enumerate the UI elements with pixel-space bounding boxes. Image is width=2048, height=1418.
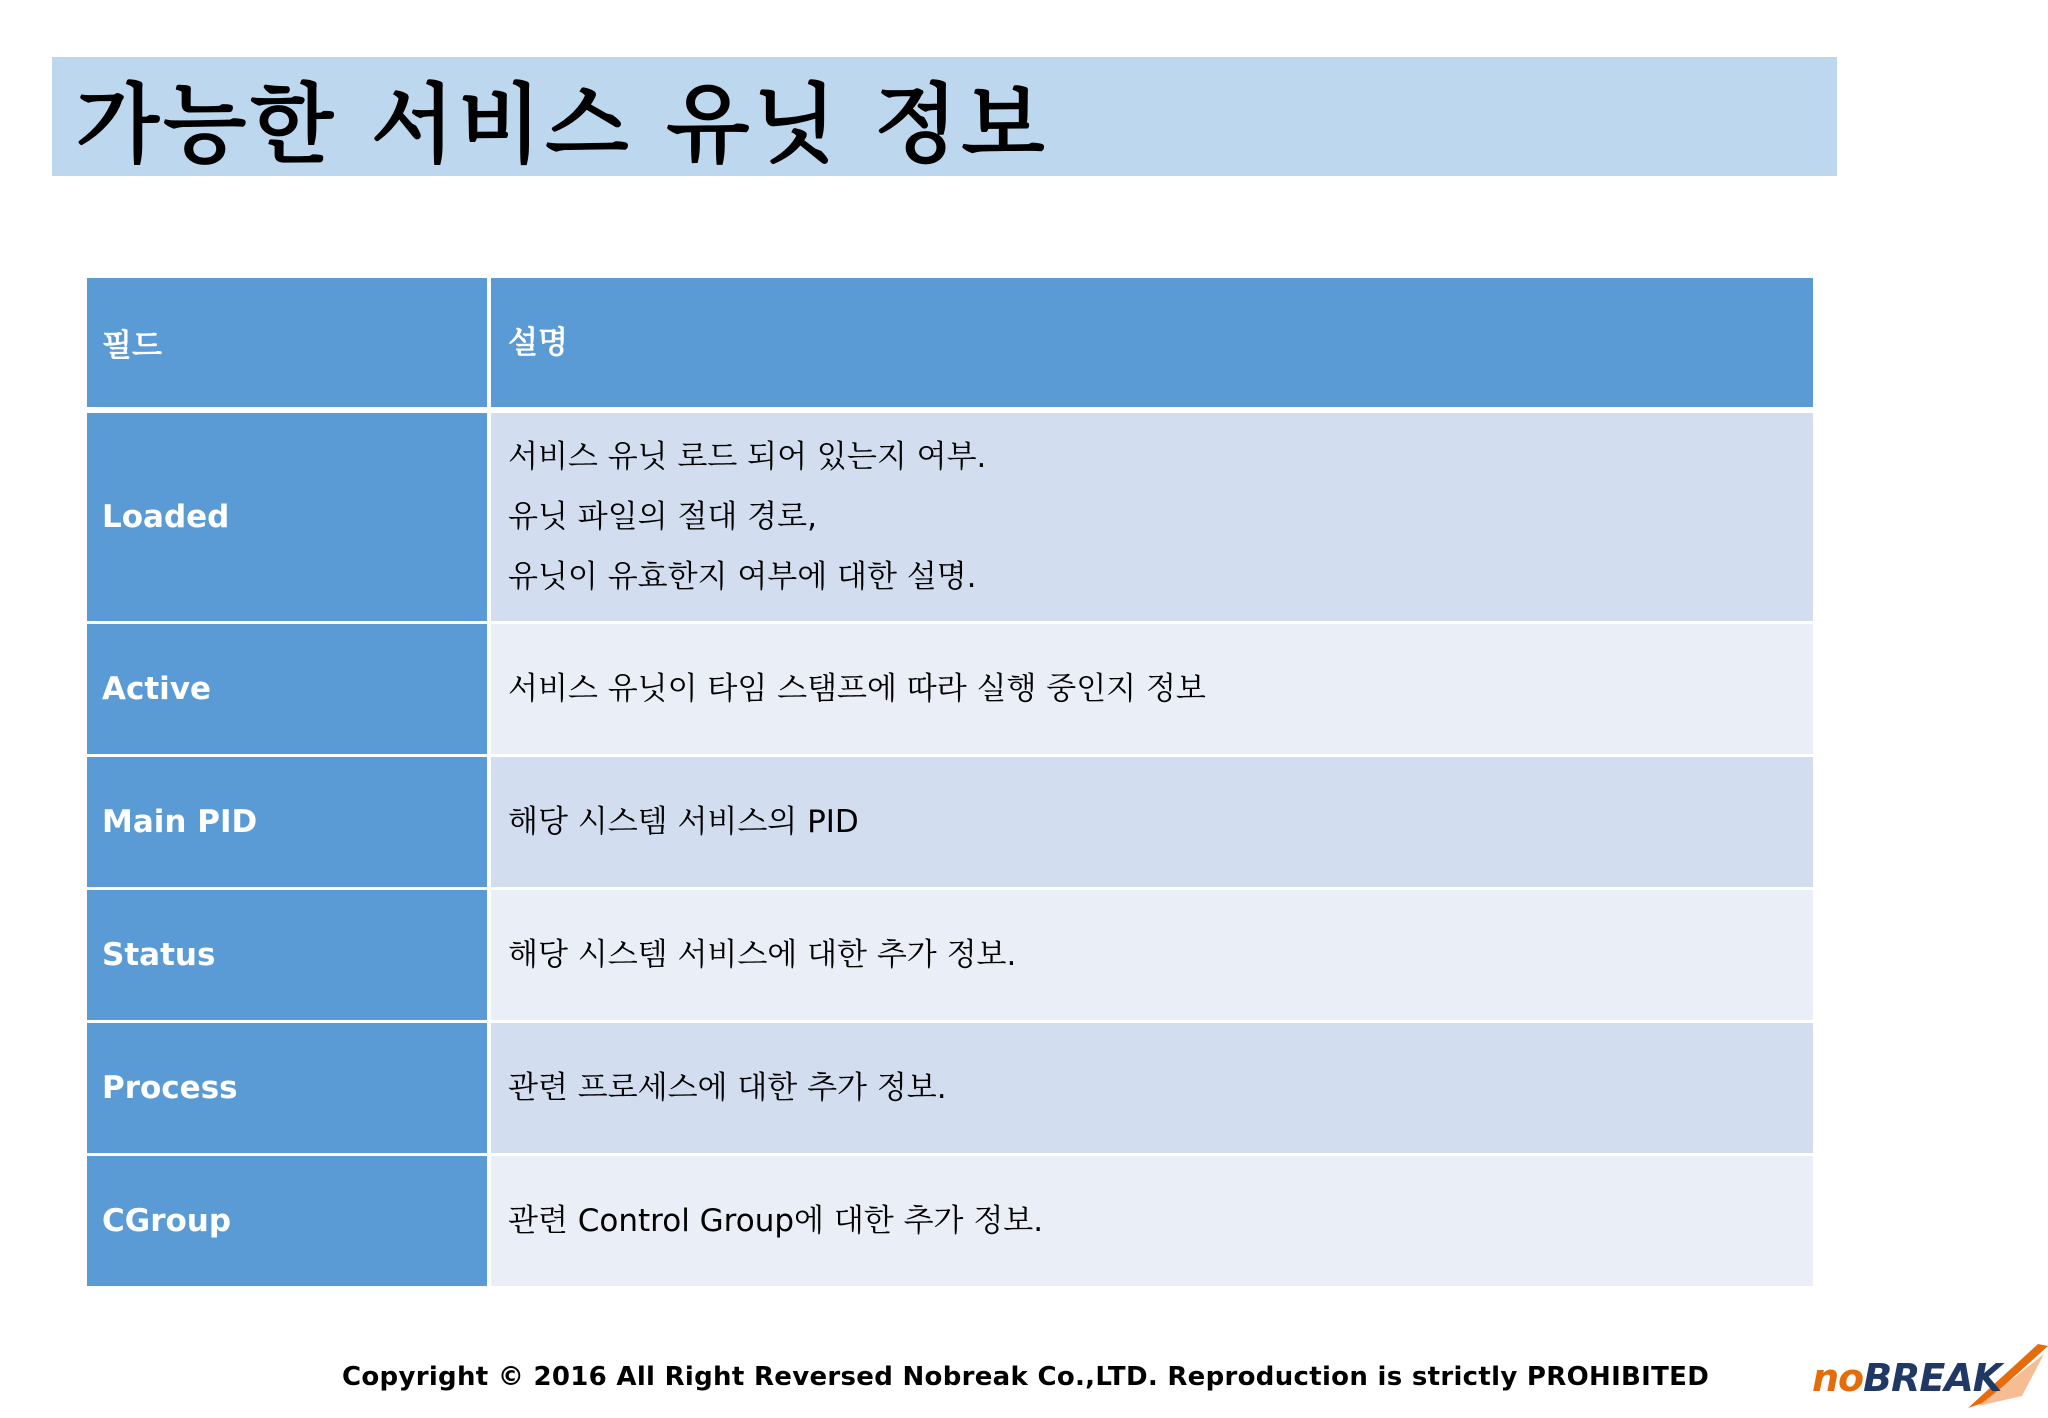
table-row [87, 757, 1813, 890]
table-row [87, 1023, 1813, 1156]
description-line: 관련 프로세스에 대한 추가 정보. [508, 1070, 947, 1106]
logo-text [1812, 1356, 2001, 1400]
table-row [87, 1156, 1813, 1289]
page-title: 가능한 서비스 유닛 정보 [76, 74, 1049, 175]
field-cell: Active [87, 624, 487, 754]
description-line: 해당 시스템 서비스에 대한 추가 정보. [508, 937, 1017, 973]
description-line: 해당 시스템 서비스의 PID [508, 804, 859, 840]
description-line: 관련 Control Group에 대한 추가 정보. [508, 1203, 1044, 1239]
field-cell: Status [87, 890, 487, 1020]
copyright-footer: Copyright © 2016 All Right Reversed Nobreak Co.,LTD. Reproduction is strictly PROHIBITED [342, 1362, 1710, 1392]
field-cell: Main PID [87, 757, 487, 887]
description-cell [491, 413, 1813, 621]
description-line: 서비스 유닛이 타임 스탬프에 따라 실행 중인지 정보 [508, 671, 1206, 707]
field-cell: Process [87, 1023, 487, 1153]
description-line: 유닛 파일의 절대 경로, [508, 499, 817, 535]
table-row [87, 413, 1813, 624]
title-bar [52, 57, 1837, 176]
field-cell: Loaded [87, 413, 487, 621]
description-cell [491, 757, 1813, 887]
description-cell [491, 624, 1813, 754]
header-field: 필드 [87, 278, 487, 407]
table-header-row [87, 278, 1813, 407]
header-description: 설명 [491, 278, 1813, 407]
table-row [87, 624, 1813, 757]
field-cell: CGroup [87, 1156, 487, 1286]
description-line: 서비스 유닛 로드 되어 있는지 여부. [508, 439, 987, 475]
logo-text-no: no [1812, 1356, 1864, 1400]
description-cell [491, 890, 1813, 1020]
service-unit-table [87, 278, 1813, 1289]
table-row [87, 890, 1813, 1023]
description-cell [491, 1023, 1813, 1153]
nobreak-logo [1808, 1336, 2048, 1418]
description-cell [491, 1156, 1813, 1286]
logo-text-break: BREAK [1863, 1356, 2002, 1400]
description-line: 유닛이 유효한지 여부에 대한 설명. [508, 559, 977, 595]
